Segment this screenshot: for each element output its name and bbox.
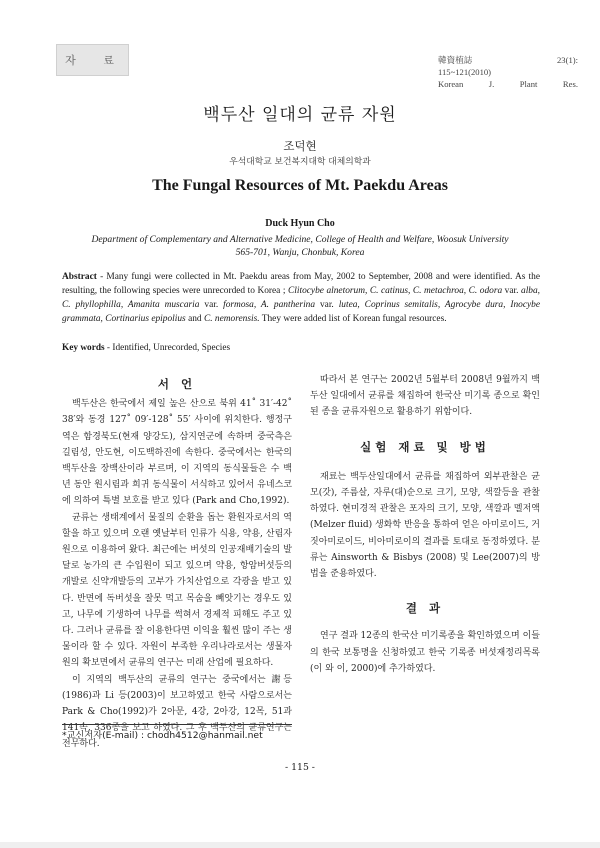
author-korean: 조덕현 (283, 139, 317, 153)
journal-volume: 23(1): (556, 55, 578, 65)
keywords-label: Key words (62, 343, 105, 353)
journal-en-word: Plant (519, 79, 538, 89)
section-tag: 자 료 (56, 44, 129, 76)
affiliation-english (72, 233, 528, 259)
title-english: The Fungal Resources of Mt. Paekdu Areas (152, 177, 448, 194)
paragraph: 균류는 생태계에서 물질의 순환을 돕는 환원자로서의 역할을 하고 있으며 오랜 옛날부터 인류가 식용, 약용, 산림자원으로 이용하여 왔다. 최근에는 버섯의 인공재배기술의 발달로 농가의 큰 수입원이 되고 있으며 약용, 항암버섯등의 개발로 신약개발등의 고부가 가치산업으로 각광을 받고 있다. 반면에 독버섯을 잘못 먹고 목숨을 빼앗기는 경우도 있고, 나무에 기생하여 나무를 썩혀서 경제적 피해도 주고 있다. 그러나 균류를 잘 이용한다면 이익을 훨씬 많이 주는 생물이라 할 수 있다. 자원이 부족한 우리나라로서는 생물자원의 확보면에서 균류의 연구는 미래 산업에 필요하다. (62, 512, 292, 669)
footnote-divider (62, 724, 292, 725)
column-right (310, 372, 540, 677)
species-names: lutea, Coprinus semitalis, Agrocybe dura, Inocybe grammata, Cortinarius epipolius (62, 300, 541, 324)
paragraph: 재료는 백두산일대에서 균류를 채집하여 외부관찰은 균모(갓), 주름살, 자루(대)순으로 크기, 모양, 색깔등을 관찰하였다. 현미경적 관찰은 포자의 크기, 모양, 색깔과 멜저액(Melzer fluid) 생화학 반응을 통하여 얻은 아미로이드, 거짓아미로이드, 비아미로이의 결과를 토대로 동정하였다. 분류는 Ainsworth & Bisbys (2008) 및 Lee(2007)의 방법을 준용하였다. (310, 471, 540, 580)
keywords (62, 343, 230, 353)
affiliation-korean: 우석대학교 보건복지대학 대체의학과 (229, 157, 371, 167)
section-heading-results: 결 과 (405, 601, 445, 616)
column-left (62, 376, 292, 753)
journal-info (438, 54, 578, 90)
affiliation-english-line: 565-701, Wanju, Chonbuk, Korea (235, 247, 365, 258)
abstract-text: var. (502, 286, 521, 296)
title-korean: 백두산 일대의 균류 자원 (203, 105, 397, 125)
species-names: Clitocybe alnetorum, C. catinus, C. metachroa, C. odora (288, 286, 503, 296)
abstract-text: - Many fungi were collected in Mt. Paekdu areas from May, 2002 to September, 2008 and were identified. As the resulting, the following species were unrecorded to Korea ; (62, 272, 540, 296)
section-heading-intro: 서 언 (157, 377, 197, 391)
species-names: alba, C. phyllophilla, Amanita muscaria (62, 286, 541, 310)
journal-en-word: Res. (562, 79, 578, 89)
page-edge (0, 842, 600, 848)
abstract-label: Abstract (62, 272, 97, 282)
paragraph: 연구 결과 12종의 한국산 미기록종을 확인하였으며 이들의 한국 보통명을 신청하였고 한국 기록종 버섯재정리목록(이 와 이, 2000)에 추가하였다. (310, 631, 540, 674)
section-heading-methods: 실험 재료 및 방법 (360, 439, 490, 454)
abstract-text: var. (199, 300, 224, 310)
page-number: - 115 - (285, 762, 315, 773)
species-names: formosa, A. pantherina (223, 300, 316, 310)
paragraph: 따라서 본 연구는 2002년 5월부터 2008년 9월까지 백두산 일대에서 균류를 채집하여 한국산 미기록 종으로 확인된 종을 균류자원으로 활용하기 위함이다. (310, 375, 540, 418)
author-english: Duck Hyun Cho (265, 218, 335, 229)
paragraph: 백두산은 한국에서 제일 높은 산으로 북위 41˚ 31′-42˚ 38′와 동경 127˚ 09′-128˚ 55′ 사이에 위치한다. 행정구역은 함경북도(현재 양강도), 삼지연군에 속하며 중국측은 길림성, 안도현, 이도백하진에 속한다. 중국에서는 한국의 백두산을 장백산이라 부르며, 이 지역의 동식물들은 수 백년 동안 원시림과 희귀 동식물이 서식하고 있어서 유네스코에 의하여 특별 보호를 받고 있다 (Park and Cho,1992). (62, 399, 292, 507)
abstract-text: and (185, 314, 204, 324)
paragraph: 이 지역의 백두산의 균류의 연구는 중국에서는 謝등 (1986)과 Li 등(2003)이 보고하였고 한국 사람으로서는 Park & Cho(1992)가 2아문, 4강, 2아강, 12목, 51과 141속, 336종을 보고 하였다. 그 후 백두산의 균류연구는 전무하다. (62, 674, 292, 750)
journal-abbr: 韓資植誌 (438, 55, 473, 65)
abstract-text: They were added list of Korean fungal resources. (259, 314, 447, 324)
journal-en-word: J. (488, 79, 495, 89)
footnote-email: *교신저자(E-mail) : chodh4512@hanmail.net (62, 730, 263, 741)
journal-en-word: Korean (438, 79, 464, 89)
abstract-text: var. (315, 300, 339, 310)
species-names: C. nemorensis. (203, 314, 260, 324)
affiliation-english-line: Department of Complementary and Alternative Medicine, College of Health and Welfare, Woosuk University (91, 234, 509, 245)
keywords-text: - Identified, Unrecorded, Species (104, 343, 231, 353)
journal-pages: 115~121(2010) (438, 67, 492, 77)
abstract (62, 270, 540, 326)
